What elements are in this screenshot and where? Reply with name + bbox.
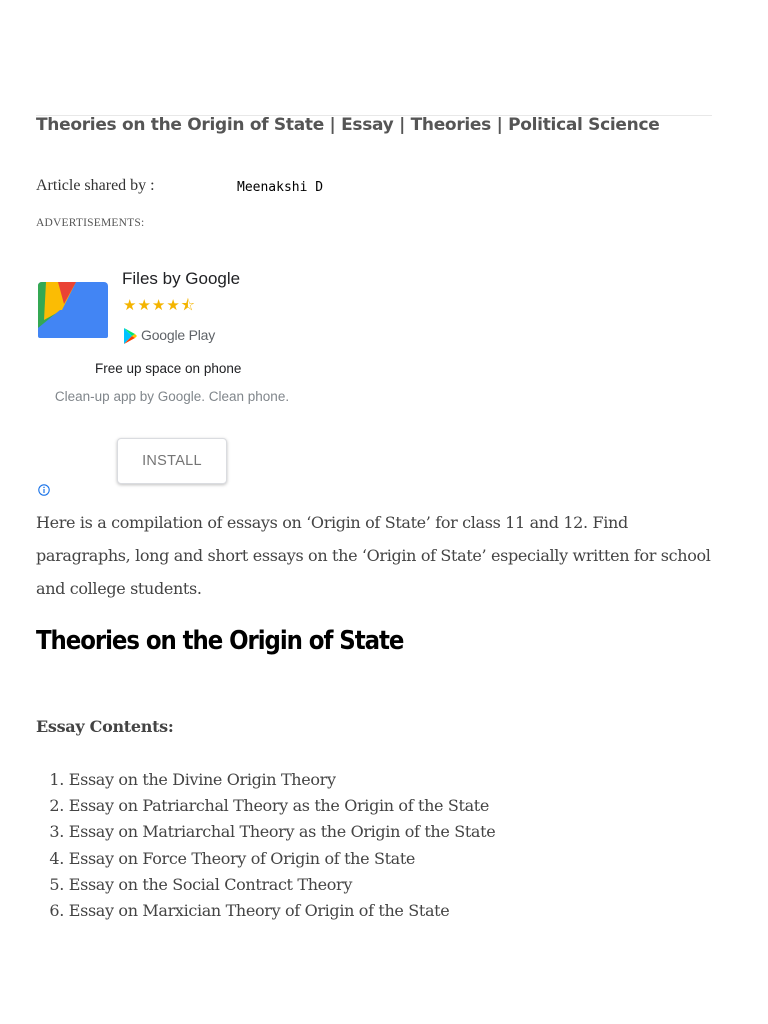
item-number: 5. (49, 874, 64, 894)
contents-link[interactable]: Essay on Marxician Theory of Origin of the State (68, 900, 450, 920)
rating-stars: ★★★★⯪ (123, 296, 196, 314)
ad-description: Clean-up app by Google. Clean phone. (54, 389, 290, 404)
files-app-icon[interactable] (36, 280, 110, 340)
ad-banner[interactable] (36, 258, 290, 504)
advertisements-label: ADVERTISEMENTS: (36, 217, 145, 229)
item-number: 3. (49, 822, 64, 842)
ad-info-icon[interactable] (38, 484, 50, 496)
ad-headline[interactable]: Free up space on phone (95, 361, 242, 376)
contents-item[interactable] (36, 793, 495, 819)
contents-link[interactable]: Essay on Matriarchal Theory as the Origin of the State (68, 822, 496, 842)
item-number: 2. (49, 796, 64, 816)
contents-link[interactable]: Essay on Force Theory of Origin of the State (68, 848, 416, 868)
google-play-icon (124, 328, 137, 344)
shared-by-label: Article shared by : (36, 177, 155, 194)
contents-link[interactable]: Essay on the Social Contract Theory (68, 874, 353, 894)
contents-item[interactable] (36, 898, 495, 924)
contents-item[interactable] (36, 846, 495, 872)
intro-paragraph: Here is a compilation of essays on ‘Origin of State’ for class 11 and 12. Find paragraphs, long and short essays on the ‘Origin of State’ especially written for school and college students. (36, 513, 711, 598)
contents-link[interactable]: Essay on the Divine Origin Theory (68, 770, 336, 789)
item-number: 4. (49, 848, 64, 868)
install-button[interactable]: INSTALL (117, 438, 227, 484)
essay-contents-list (36, 767, 495, 924)
contents-item[interactable] (36, 767, 495, 793)
author-name[interactable]: Meenakshi D (237, 180, 324, 195)
google-play-label: Google Play (141, 327, 216, 343)
page-title: Theories on the Origin of State | Essay | Theories | Political Science (36, 115, 660, 135)
contents-link[interactable]: Essay on Patriarchal Theory as the Origin of the State (68, 796, 489, 816)
item-number: 1. (49, 770, 64, 789)
ad-app-name[interactable]: Files by Google (122, 269, 241, 288)
essay-contents-label: Essay Contents: (36, 717, 174, 736)
contents-item[interactable] (36, 872, 495, 898)
item-number: 6. (49, 900, 64, 920)
contents-item[interactable] (36, 819, 495, 845)
section-heading: Theories on the Origin of State (36, 626, 404, 656)
